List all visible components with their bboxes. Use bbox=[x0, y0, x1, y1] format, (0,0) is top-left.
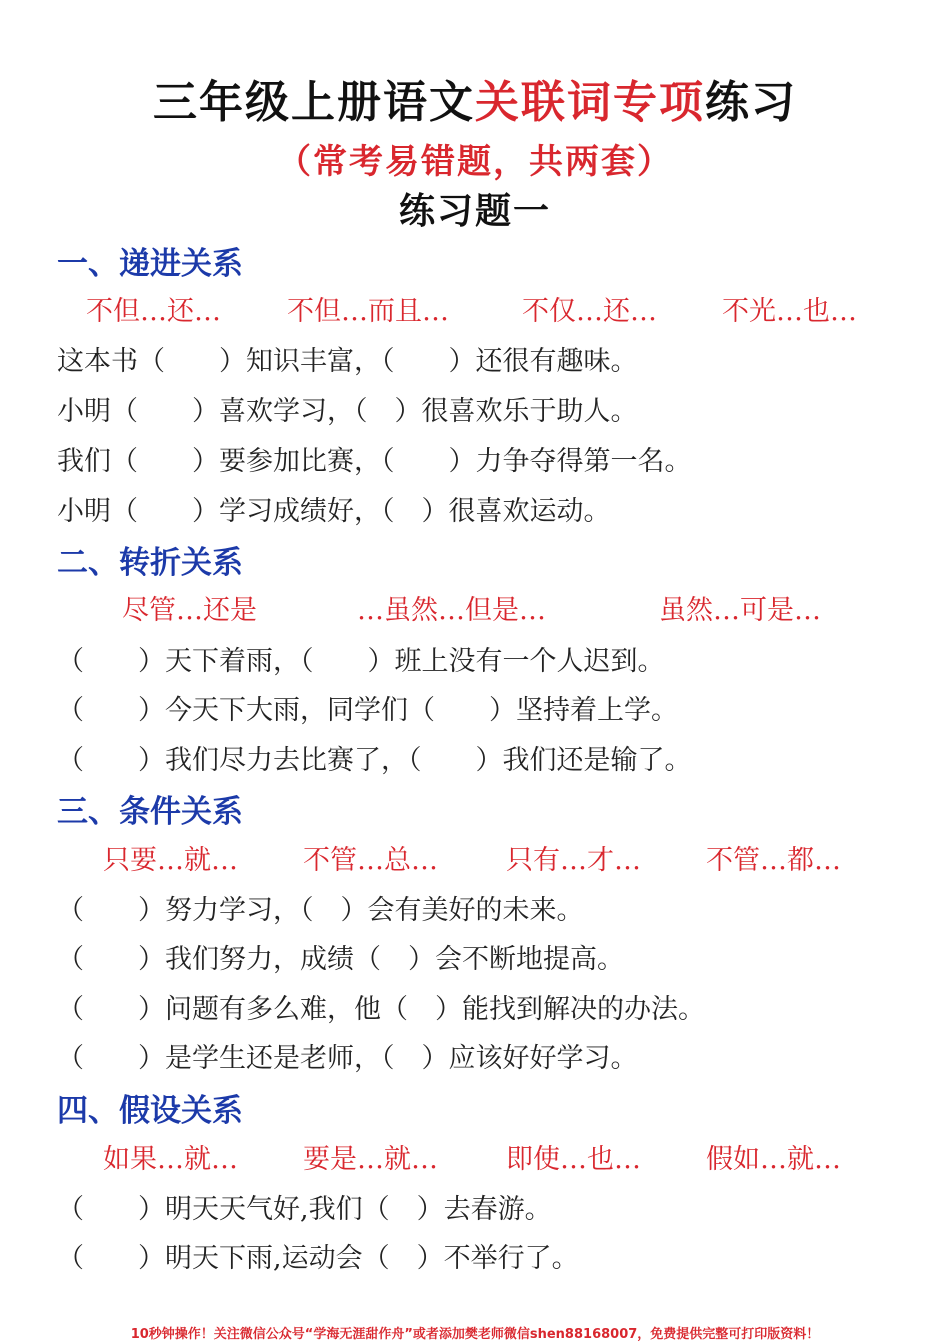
footer-note: 10秒钟操作！关注微信公众号“学海无涯甜作舟”或者添加樊老师微信shen88168007，免费提供完整可打印版资料！ bbox=[130, 1327, 820, 1342]
connective-word: 不但…还… bbox=[86, 296, 221, 327]
section-heading-hypothetical: 四、假设关系 bbox=[57, 1093, 243, 1129]
exercise-line: 小明（ ）喜欢学习，（ ）很喜欢乐于助人。 bbox=[57, 396, 638, 427]
title-part2: 关联词专项 bbox=[475, 77, 705, 128]
connective-word: 虽然…可是… bbox=[659, 595, 821, 626]
connective-word: 即使…也… bbox=[506, 1144, 641, 1175]
connective-word: 不管…总… bbox=[303, 845, 438, 876]
exercise-line: （ ）我们尽力去比赛了，（ ）我们还是输了。 bbox=[57, 745, 692, 776]
connective-word: 如果…就… bbox=[103, 1144, 238, 1175]
section-heading-adversative: 二、转折关系 bbox=[57, 545, 243, 581]
exercise-line: （ ）明天天气好,我们（ ）去春游。 bbox=[57, 1194, 552, 1225]
exercise-line: （ ）问题有多么难，他（ ）能找到解决的办法。 bbox=[57, 994, 705, 1025]
page-title bbox=[0, 66, 950, 130]
exercise-line: （ ）明天下雨,运动会（ ）不举行了。 bbox=[57, 1243, 579, 1274]
connective-word: 不但…而且… bbox=[287, 296, 449, 327]
connective-word: 不光…也… bbox=[722, 296, 857, 327]
connective-word: 只有…才… bbox=[506, 845, 641, 876]
exercise-title: 练习题一 bbox=[398, 191, 551, 232]
connective-word: 只要…就… bbox=[103, 845, 238, 876]
exercise-line: 我们（ ）要参加比赛，（ ）力争夺得第一名。 bbox=[57, 446, 692, 477]
exercise-line: （ ）我们努力，成绩（ ）会不断地提高。 bbox=[57, 944, 624, 975]
title-part1: 三年级上册语文 bbox=[153, 77, 475, 128]
exercise-line: 小明（ ）学习成绩好，（ ）很喜欢运动。 bbox=[57, 496, 611, 527]
connective-word: 不管…都… bbox=[706, 845, 841, 876]
exercise-line: （ ）努力学习，（ ）会有美好的未来。 bbox=[57, 895, 584, 926]
connective-word: 不仅…还… bbox=[522, 296, 657, 327]
connective-word: 要是…就… bbox=[303, 1144, 438, 1175]
connective-word: 假如…就… bbox=[706, 1144, 841, 1175]
exercise-line: （ ）天下着雨，（ ）班上没有一个人迟到。 bbox=[57, 646, 665, 677]
title-part3: 练习 bbox=[705, 77, 797, 128]
connective-word: …虽然…但是… bbox=[357, 595, 546, 626]
connective-word: 尽管…还是 bbox=[122, 595, 257, 626]
exercise-line: （ ）今天下大雨，同学们（ ）坚持着上学。 bbox=[57, 695, 678, 726]
subtitle: （常考易错题，共两套） bbox=[277, 142, 673, 182]
section-heading-conditional: 三、条件关系 bbox=[57, 794, 243, 830]
exercise-line: （ ）是学生还是老师，（ ）应该好好学习。 bbox=[57, 1043, 638, 1074]
exercise-line: 这本书（ ）知识丰富，（ ）还很有趣味。 bbox=[57, 346, 638, 377]
section-heading-progressive: 一、递进关系 bbox=[57, 246, 243, 282]
